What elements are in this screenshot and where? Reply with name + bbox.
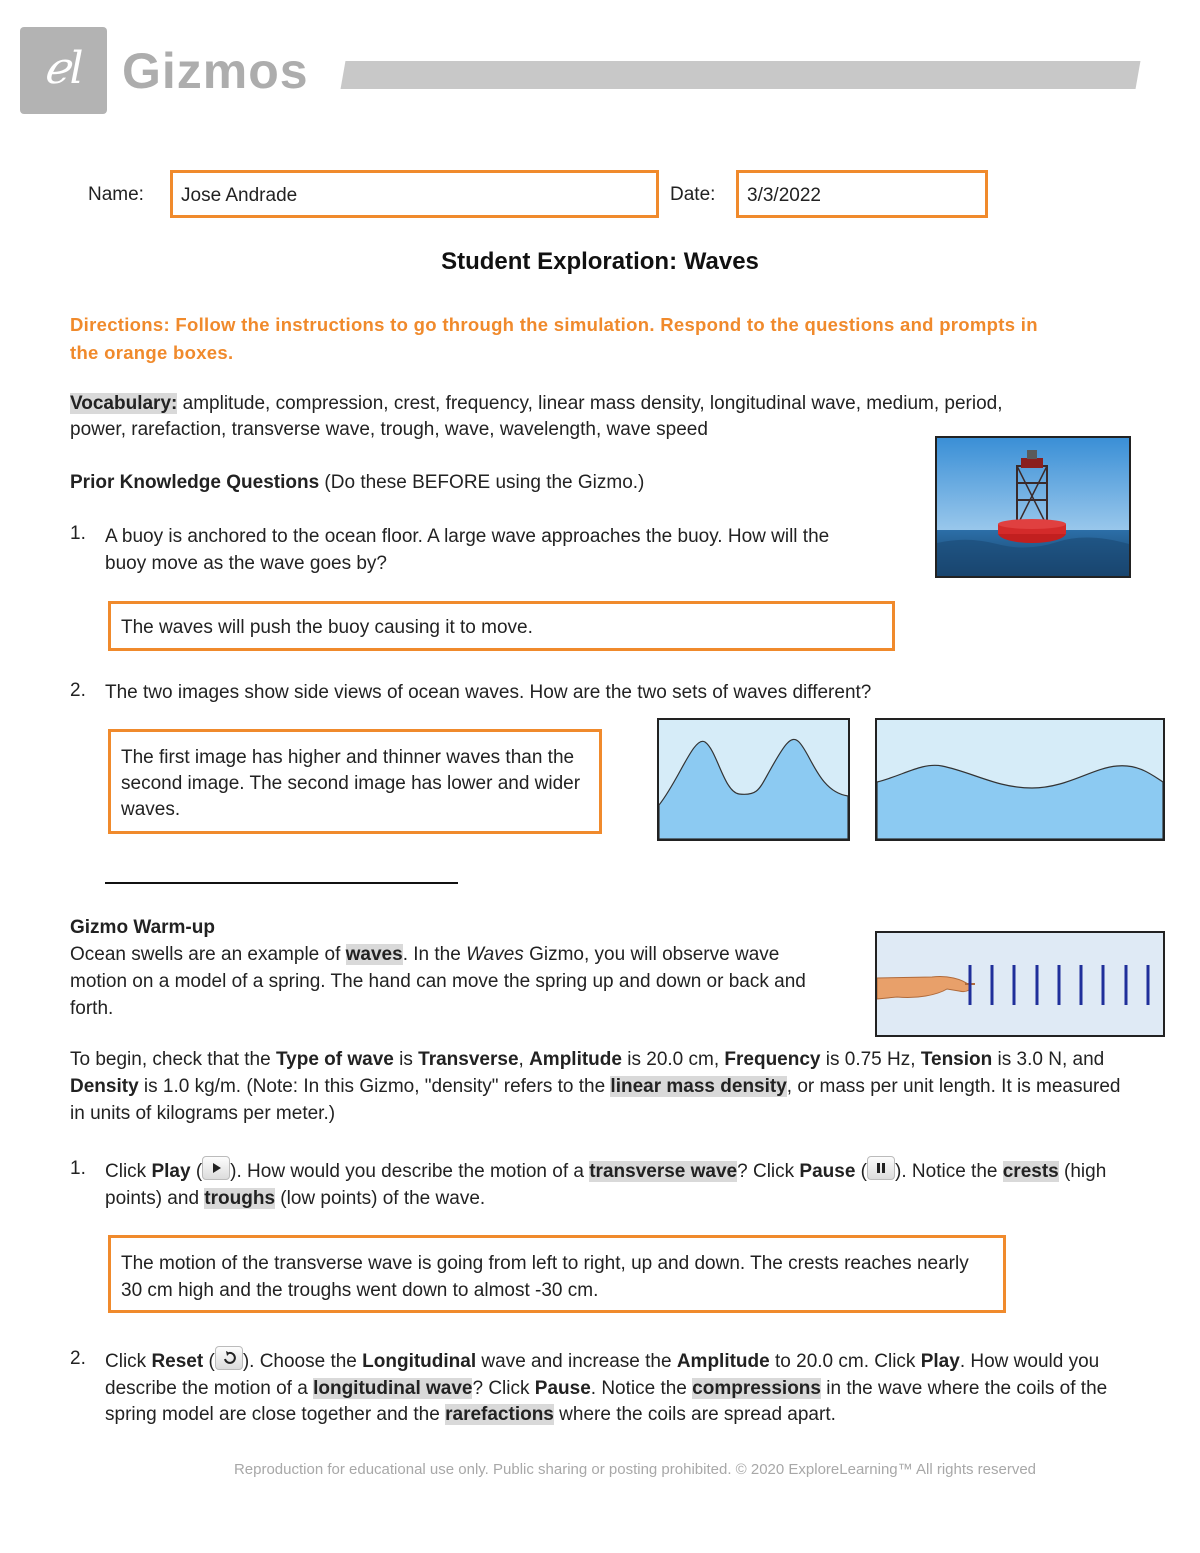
q2-j: where the coils are spread apart. bbox=[553, 1404, 836, 1425]
q2-pause: Pause bbox=[534, 1377, 591, 1399]
setup-b: is bbox=[393, 1049, 419, 1070]
q2-play: Play bbox=[920, 1351, 960, 1372]
q1-g: (high points) and bbox=[105, 1161, 1107, 1209]
setup-a: To begin, check that the bbox=[70, 1049, 276, 1070]
warmup-setup bbox=[70, 1046, 1130, 1127]
warmup-q2-number: 2. bbox=[70, 1348, 86, 1369]
logo-tile bbox=[20, 27, 107, 114]
warmup-q2-text bbox=[105, 1346, 1135, 1429]
term-waves: waves bbox=[345, 944, 403, 965]
warmup-q1-text bbox=[105, 1156, 1135, 1212]
q2-longitudinal: Longitudinal bbox=[362, 1351, 477, 1372]
wide-waves-image bbox=[875, 718, 1165, 841]
warmup-q1-answer-box[interactable] bbox=[108, 1235, 1006, 1313]
warmup-intro-b: . In the bbox=[402, 944, 467, 965]
prior-q1-answer-box[interactable] bbox=[108, 601, 895, 651]
prior-q1-text: A buoy is anchored to the ocean floor. A large wave approaches the buoy. How will the buoy move as the wave goes by? bbox=[105, 526, 830, 574]
q2-b: ( bbox=[203, 1351, 215, 1372]
page-title: Student Exploration: Waves bbox=[441, 248, 759, 275]
warmup-heading: Gizmo Warm-up bbox=[70, 917, 215, 938]
prior-q2-answer-box[interactable] bbox=[108, 729, 602, 834]
q2-amplitude: Amplitude bbox=[676, 1351, 770, 1372]
name-label: Name: bbox=[88, 184, 144, 205]
buoy-photo bbox=[935, 436, 1131, 578]
prior-q2-answer: The first image has higher and thinner waves than the second image. The second image has lower and wider waves. bbox=[121, 747, 581, 820]
term-compressions: compressions bbox=[692, 1377, 821, 1399]
warmup-intro-italic: Waves bbox=[466, 944, 524, 965]
warmup-intro-a: Ocean swells are an example of bbox=[70, 944, 346, 965]
warmup-intro bbox=[70, 941, 830, 1022]
q2-f: . How would you describe the motion of a bbox=[105, 1351, 1100, 1399]
setup-h: , or mass per unit length. It is measured in units of kilograms per meter.) bbox=[70, 1076, 1121, 1124]
q1-play: Play bbox=[151, 1161, 191, 1182]
q2-reset: Reset bbox=[151, 1351, 204, 1372]
vocabulary-line2: power, rarefaction, transverse wave, trough, wave, wavelength, wave speed bbox=[70, 419, 708, 440]
setup-transverse: Transverse bbox=[418, 1049, 519, 1070]
section-divider bbox=[105, 882, 458, 884]
brand-name: Gizmos bbox=[122, 43, 309, 99]
name-field[interactable] bbox=[170, 170, 659, 218]
term-linear-mass-density: linear mass density bbox=[610, 1076, 787, 1097]
setup-density: Density bbox=[70, 1076, 139, 1097]
name-value: Jose Andrade bbox=[181, 185, 298, 206]
q2-e: to 20.0 cm. Click bbox=[769, 1351, 921, 1372]
header-bar bbox=[341, 61, 1141, 89]
date-field[interactable] bbox=[736, 170, 988, 218]
tall-waves-image bbox=[657, 718, 850, 841]
vocabulary-line1: amplitude, compression, crest, frequency, linear mass density, longitudinal wave, medium, period, bbox=[177, 393, 1003, 414]
term-troughs: troughs bbox=[204, 1188, 276, 1209]
setup-frequency: Frequency bbox=[724, 1049, 821, 1070]
buoy-image bbox=[937, 438, 1129, 576]
setup-c: , bbox=[518, 1049, 530, 1070]
logo-glyph: ℯl bbox=[43, 43, 84, 94]
directions: Directions: Follow the instructions to go through the simulation. Respond to the questions and prompts in the orange boxes. bbox=[70, 314, 1038, 363]
prior-q2-number: 2. bbox=[70, 680, 86, 701]
q2-g: ? Click bbox=[472, 1377, 535, 1399]
spring-model-image bbox=[875, 931, 1165, 1037]
q1-b: ( bbox=[190, 1161, 203, 1182]
setup-e: is 0.75 Hz, bbox=[820, 1049, 921, 1070]
date-label: Date: bbox=[670, 184, 716, 205]
q1-h: (low points) of the wave. bbox=[275, 1188, 486, 1209]
q1-f: ). Notice the bbox=[895, 1161, 1003, 1182]
q1-a: Click bbox=[105, 1161, 152, 1182]
setup-amplitude: Amplitude bbox=[529, 1049, 622, 1070]
q1-c: ). How would you describe the motion of a bbox=[230, 1161, 590, 1182]
q1-d: ? Click bbox=[737, 1161, 800, 1182]
term-transverse-wave: transverse wave bbox=[589, 1161, 738, 1182]
setup-tension: Tension bbox=[920, 1049, 993, 1070]
vocabulary-label: Vocabulary: bbox=[70, 393, 178, 414]
setup-d: is 20.0 cm, bbox=[621, 1049, 725, 1070]
q2-d: wave and increase the bbox=[476, 1351, 677, 1372]
q1-pause: Pause bbox=[799, 1161, 856, 1182]
q2-a: Click bbox=[105, 1351, 152, 1372]
footer-copyright: Reproduction for educational use only. Public sharing or posting prohibited. © 2020 ExploreLearning™ All rights reserved bbox=[233, 1461, 1037, 1478]
term-longitudinal-wave: longitudinal wave bbox=[313, 1377, 473, 1399]
prior-heading bbox=[70, 470, 644, 496]
warmup-q1-answer: The motion of the transverse wave is going from left to right, up and down. The crests reaches nearly 30 cm high and the troughs went down to almost -30 cm. bbox=[121, 1253, 969, 1301]
date-value: 3/3/2022 bbox=[747, 185, 821, 206]
q2-h: . Notice the bbox=[590, 1377, 693, 1399]
setup-f: is 3.0 N, and bbox=[992, 1049, 1105, 1070]
q1-e: ( bbox=[855, 1161, 868, 1182]
prior-q2-text: The two images show side views of ocean waves. How are the two sets of waves different? bbox=[105, 682, 872, 703]
q2-i: in the wave where the coils of the spring model are close together and the bbox=[105, 1377, 1108, 1425]
setup-g: is 1.0 kg/m. (Note: In this Gizmo, "density" refers to the bbox=[138, 1076, 611, 1097]
prior-heading-title: Prior Knowledge Questions bbox=[70, 472, 320, 493]
setup-type: Type of wave bbox=[275, 1049, 394, 1070]
term-rarefactions: rarefactions bbox=[445, 1404, 554, 1425]
warmup-q1-number: 1. bbox=[70, 1158, 86, 1179]
term-crests: crests bbox=[1002, 1161, 1059, 1182]
q2-c: ). Choose the bbox=[242, 1351, 363, 1372]
warmup-intro-c: Gizmo, you will observe wave motion on a model of a spring. The hand can move the spring up and down or back and forth. bbox=[70, 944, 806, 1019]
prior-heading-note: (Do these BEFORE using the Gizmo.) bbox=[319, 472, 645, 493]
pause-icon[interactable] bbox=[867, 1156, 895, 1180]
prior-q1-number: 1. bbox=[70, 523, 86, 544]
play-icon[interactable] bbox=[202, 1156, 230, 1180]
prior-q1-answer: The waves will push the buoy causing it to move. bbox=[121, 617, 533, 638]
reset-icon[interactable] bbox=[215, 1346, 243, 1370]
